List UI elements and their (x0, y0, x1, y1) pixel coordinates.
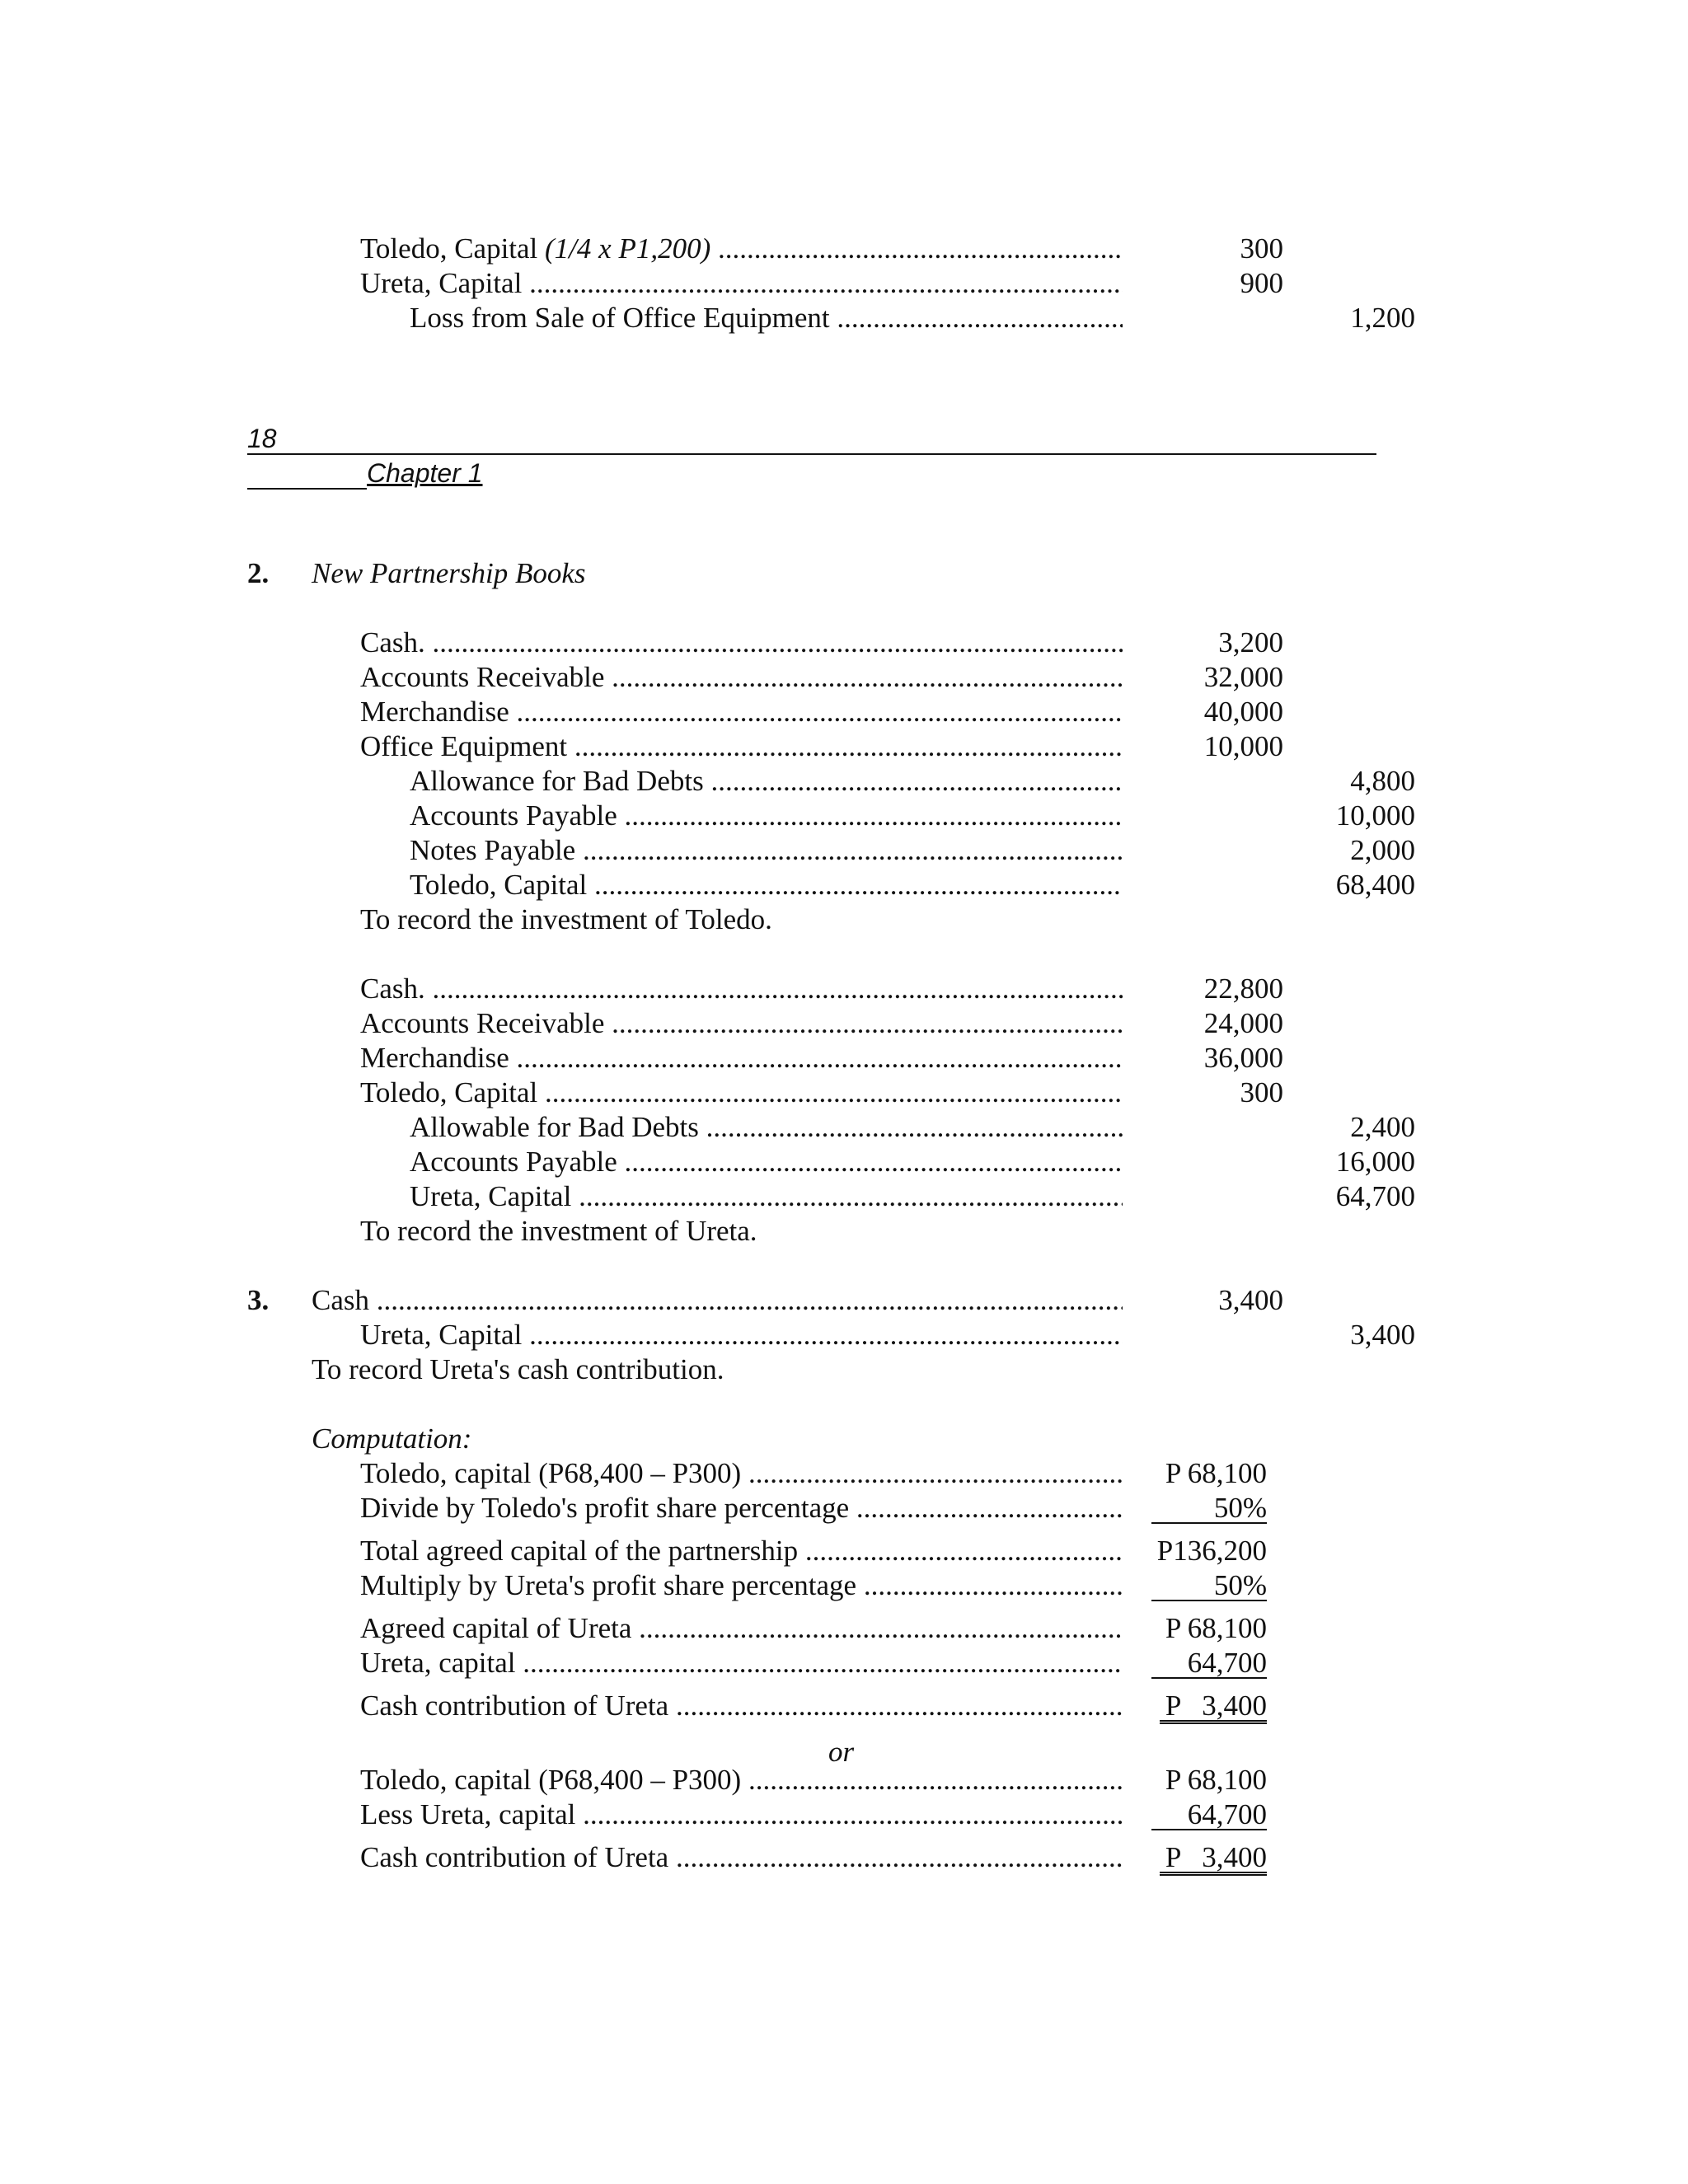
entry-row (360, 1076, 1415, 1109)
computation-row (360, 1612, 1267, 1645)
computation-label (360, 1535, 1123, 1568)
computation-row (360, 1569, 1267, 1602)
entry-row (410, 1111, 1415, 1144)
account-name: Accounts Receivable (360, 661, 605, 693)
debit-amount: 32,000 (1203, 661, 1283, 693)
entry-explanation: To record the investment of Toledo. (360, 903, 772, 935)
entry-row (360, 1319, 1415, 1352)
debit-amount: 22,800 (1203, 972, 1283, 1005)
value-text: P136,200 (1156, 1535, 1267, 1567)
entry-account (410, 1180, 1123, 1213)
entry-account (360, 1007, 1123, 1040)
debit-amount: 3,400 (1218, 1284, 1283, 1316)
entry-row (410, 1180, 1415, 1213)
entry-account (410, 834, 1123, 867)
account-name: Accounts Receivable (360, 1007, 605, 1039)
entry-account (410, 869, 1123, 902)
computation-row (360, 1841, 1267, 1874)
account-name: Allowance for Bad Debts (410, 765, 704, 797)
entry-row (360, 696, 1415, 729)
value-text: P 68,100 (1165, 1457, 1267, 1489)
computation-label (360, 1612, 1123, 1645)
value-text: 50% (1151, 1572, 1267, 1601)
credit-amount: 10,000 (1335, 799, 1415, 832)
computation-label-text: Multiply by Ureta's profit share percentage (360, 1569, 857, 1601)
computation-label-text: Divide by Toledo's profit share percentage (360, 1492, 850, 1524)
account-name: Cash (312, 1284, 369, 1316)
computation-label-text: Toledo, capital (P68,400 – P300) (360, 1457, 742, 1489)
header-rule (247, 453, 1376, 455)
account-name: Allowable for Bad Debts (410, 1111, 699, 1143)
entry-explanation: To record the investment of Ureta. (360, 1215, 757, 1247)
computation-row (360, 1457, 1267, 1490)
credit-amount: 16,000 (1335, 1146, 1415, 1178)
credit-amount: 2,000 (1350, 834, 1415, 866)
entry-row (360, 232, 1415, 265)
account-name: Merchandise (360, 696, 509, 728)
account-name: Cash. (360, 626, 433, 658)
entry-account (410, 1111, 1123, 1144)
entry-row (312, 1284, 1415, 1317)
entry-account (410, 302, 1123, 335)
computation-label (360, 1764, 1123, 1797)
credit-amount: 68,400 (1335, 869, 1415, 901)
computation-label-text: Toledo, capital (P68,400 – P300) (360, 1764, 742, 1796)
credit-amount: 3,400 (1350, 1319, 1415, 1351)
header-rule-short (247, 488, 367, 490)
computation-row (360, 1535, 1267, 1568)
entry-account (360, 267, 1123, 300)
computation-label-text: Less Ureta, capital (360, 1798, 576, 1830)
account-name: Notes Payable (410, 834, 576, 866)
computation-value (1151, 1841, 1267, 1876)
debit-amount: 300 (1240, 232, 1283, 265)
computation-row (360, 1492, 1267, 1525)
computation-value (1151, 1492, 1267, 1525)
computation-label-text: Agreed capital of Ureta (360, 1612, 632, 1644)
item-number: 2. (247, 557, 270, 589)
entry-account (410, 799, 1123, 832)
computation-title: Computation: (312, 1422, 472, 1455)
chapter-title: Chapter 1 (367, 458, 483, 488)
account-name: Toledo, Capital (360, 1076, 538, 1108)
credit-amount: 4,800 (1350, 765, 1415, 797)
account-name: Loss from Sale of Office Equipment (410, 302, 830, 334)
computation-value (1131, 1535, 1267, 1568)
entry-account (360, 232, 1123, 265)
entry-account (410, 1146, 1123, 1179)
entry-account (360, 972, 1123, 1005)
entry-account (360, 661, 1123, 694)
entry-row (360, 1042, 1415, 1075)
item-number: 3. (247, 1284, 270, 1316)
or-separator: or (828, 1736, 855, 1768)
account-name: Toledo, Capital (360, 232, 546, 265)
value-text: P 68,100 (1165, 1764, 1267, 1796)
debit-amount: 300 (1240, 1076, 1283, 1108)
computation-value (1151, 1647, 1267, 1680)
account-name: Ureta, Capital (360, 1319, 523, 1351)
entry-row (410, 869, 1415, 902)
computation-label (360, 1798, 1123, 1831)
account-name: Accounts Payable (410, 1146, 617, 1178)
computation-label (360, 1690, 1123, 1722)
entry-account (410, 765, 1123, 798)
value-text: P 68,100 (1165, 1612, 1267, 1644)
account-computation: (1/4 x P1,200) (545, 232, 711, 265)
entry-account (360, 1076, 1123, 1109)
computation-label (360, 1457, 1123, 1490)
computation-label (360, 1647, 1123, 1680)
computation-label-text: Total agreed capital of the partnership (360, 1535, 799, 1567)
computation-value (1151, 1690, 1267, 1724)
computation-value (1131, 1457, 1267, 1490)
entry-row (360, 267, 1415, 300)
page-number: 18 (247, 424, 277, 453)
value-text: 64,700 (1151, 1649, 1267, 1679)
account-name: Toledo, Capital (410, 869, 588, 901)
account-name: Ureta, Capital (360, 267, 523, 299)
entry-row (360, 1007, 1415, 1040)
account-name: Cash. (360, 972, 433, 1005)
account-name: Office Equipment (360, 730, 568, 762)
value-text: 50% (1151, 1494, 1267, 1524)
value-text: P 3,400 (1160, 1844, 1267, 1876)
computation-row (360, 1690, 1267, 1722)
computation-value (1131, 1764, 1267, 1797)
entry-row (410, 302, 1415, 335)
debit-amount: 36,000 (1203, 1042, 1283, 1074)
credit-amount: 2,400 (1350, 1111, 1415, 1143)
entry-account (360, 1042, 1123, 1075)
entry-explanation: To record Ureta's cash contribution. (312, 1353, 724, 1385)
entry-row (360, 972, 1415, 1005)
computation-value (1131, 1612, 1267, 1645)
computation-row (360, 1798, 1267, 1831)
entry-row (360, 661, 1415, 694)
entry-row (360, 626, 1415, 659)
entry-row (360, 730, 1415, 763)
account-name: Accounts Payable (410, 799, 617, 832)
value-text: 64,700 (1151, 1801, 1267, 1830)
debit-amount: 24,000 (1203, 1007, 1283, 1039)
value-text: P 3,400 (1160, 1692, 1267, 1724)
computation-row (360, 1647, 1267, 1680)
account-name: Ureta, Capital (410, 1180, 572, 1212)
computation-label-text: Cash contribution of Ureta (360, 1841, 669, 1873)
entry-account (312, 1284, 1123, 1317)
computation-value (1151, 1569, 1267, 1602)
entry-account (360, 1319, 1123, 1352)
debit-amount: 900 (1240, 267, 1283, 299)
computation-label (360, 1569, 1123, 1602)
debit-amount: 40,000 (1203, 696, 1283, 728)
entry-account (360, 730, 1123, 763)
computation-value (1151, 1798, 1267, 1831)
entry-account (360, 696, 1123, 729)
section-title: New Partnership Books (312, 557, 586, 589)
credit-amount: 1,200 (1350, 302, 1415, 334)
computation-label (360, 1492, 1123, 1525)
entry-row (410, 1146, 1415, 1179)
debit-amount: 10,000 (1203, 730, 1283, 762)
credit-amount: 64,700 (1335, 1180, 1415, 1212)
computation-label-text: Cash contribution of Ureta (360, 1690, 669, 1722)
entry-account (360, 626, 1123, 659)
account-name: Merchandise (360, 1042, 509, 1074)
entry-row (410, 765, 1415, 798)
debit-amount: 3,200 (1218, 626, 1283, 658)
computation-label-text: Ureta, capital (360, 1647, 516, 1679)
entry-row (410, 834, 1415, 867)
computation-row (360, 1764, 1267, 1797)
computation-label (360, 1841, 1123, 1874)
entry-row (410, 799, 1415, 832)
